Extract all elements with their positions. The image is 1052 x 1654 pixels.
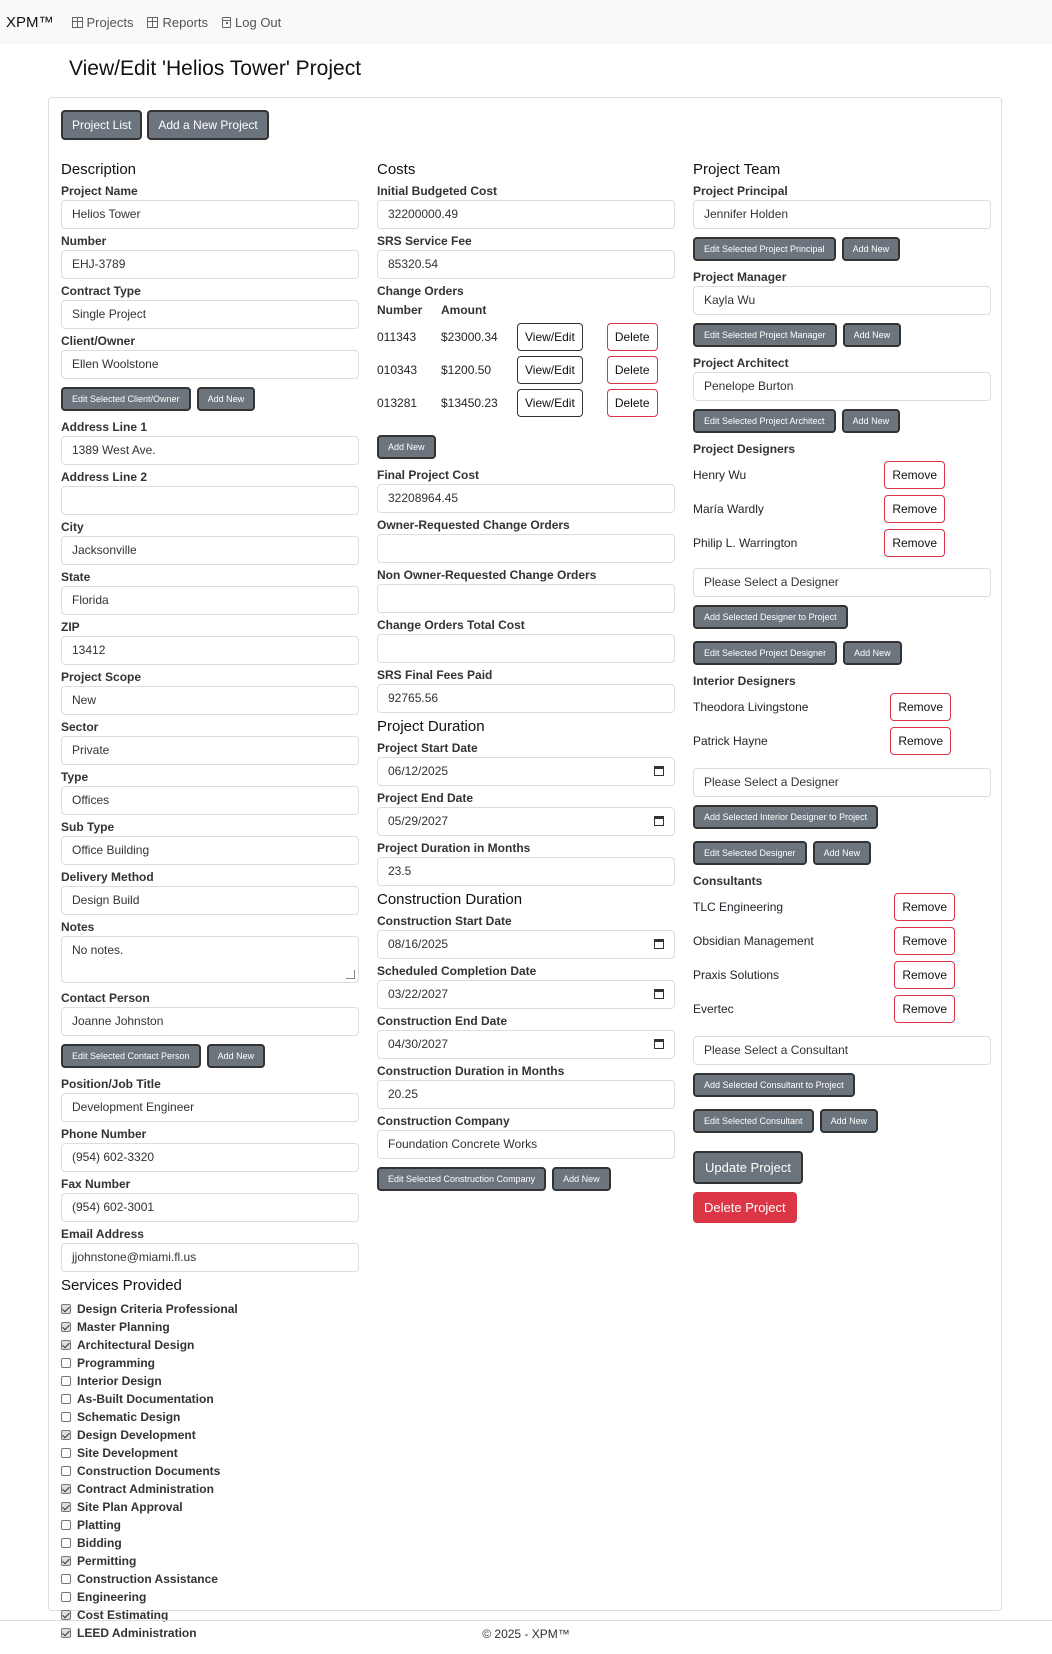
page-title: View/Edit 'Helios Tower' Project xyxy=(69,57,362,80)
fax-input[interactable]: (954) 602-3001 xyxy=(61,1193,359,1222)
change-order-row xyxy=(377,386,675,419)
service-checkbox[interactable] xyxy=(61,1448,71,1458)
service-item[interactable] xyxy=(61,1426,359,1444)
calendar-icon[interactable] xyxy=(654,816,664,826)
add-selected-interior-designer-button[interactable]: Add Selected Interior Designer to Project xyxy=(693,805,878,829)
nav-reports-label: Reports xyxy=(162,14,209,30)
remove-button[interactable]: Remove xyxy=(894,893,955,921)
service-label: Interior Design xyxy=(77,1374,162,1388)
consultants-list xyxy=(693,890,991,1026)
person-name: Philip L. Warrington xyxy=(693,536,798,550)
co-delete-button[interactable]: Delete xyxy=(607,356,658,384)
description-column xyxy=(61,158,359,1642)
person-name: Obsidian Management xyxy=(693,934,814,948)
resize-handle-icon[interactable] xyxy=(346,970,355,979)
phone-label: Phone Number xyxy=(61,1127,147,1141)
project-end-date[interactable] xyxy=(377,807,675,836)
scope-select[interactable]: New xyxy=(61,686,359,715)
service-label: Construction Documents xyxy=(77,1464,221,1478)
edit-designer-button[interactable]: Edit Selected Project Designer xyxy=(693,641,837,665)
service-checkbox[interactable] xyxy=(61,1592,71,1602)
phone-input[interactable]: (954) 602-3320 xyxy=(61,1143,359,1172)
remove-button[interactable]: Remove xyxy=(894,961,955,989)
delete-project-button[interactable]: Delete Project xyxy=(693,1192,797,1223)
add-architect-button[interactable]: Add New xyxy=(842,409,901,433)
add-contact-button[interactable]: Add New xyxy=(207,1044,266,1068)
service-label: Construction Assistance xyxy=(77,1572,218,1586)
interior-designer-select[interactable]: Please Select a Designer xyxy=(693,768,991,797)
service-item[interactable] xyxy=(61,1570,359,1588)
scope-label: Project Scope xyxy=(61,670,142,684)
navbar xyxy=(0,0,1052,44)
co-total-input[interactable] xyxy=(377,634,675,663)
architect-select[interactable]: Penelope Burton xyxy=(693,372,991,401)
service-item[interactable] xyxy=(61,1516,359,1534)
service-label: Design Criteria Professional xyxy=(77,1302,238,1316)
service-label: As-Built Documentation xyxy=(77,1392,214,1406)
address1-label: Address Line 1 xyxy=(61,420,148,434)
construction-end-value: 04/30/2027 xyxy=(388,1037,449,1051)
address2-label: Address Line 2 xyxy=(61,470,148,484)
service-label: Schematic Design xyxy=(77,1410,181,1424)
service-checkbox[interactable] xyxy=(61,1376,71,1386)
email-label: Email Address xyxy=(61,1227,144,1241)
service-item[interactable] xyxy=(61,1390,359,1408)
address1-input[interactable]: 1389 West Ave. xyxy=(61,436,359,465)
change-orders-label: Change Orders xyxy=(377,284,464,298)
project-name-input[interactable]: Helios Tower xyxy=(61,200,359,229)
service-checkbox[interactable] xyxy=(61,1484,71,1494)
email-input[interactable]: jjohnstone@miami.fl.us xyxy=(61,1243,359,1272)
co-number-header: Number xyxy=(377,303,423,317)
service-label: Architectural Design xyxy=(77,1338,195,1352)
service-label: Engineering xyxy=(77,1590,147,1604)
calendar-icon[interactable] xyxy=(654,939,664,949)
service-label: Platting xyxy=(77,1518,121,1532)
remove-button[interactable]: Remove xyxy=(884,495,945,523)
state-label: State xyxy=(61,570,91,584)
add-interior-designer-button[interactable]: Add New xyxy=(813,841,872,865)
nav-projects[interactable] xyxy=(72,15,134,30)
final-cost-label: Final Project Cost xyxy=(377,468,480,482)
sub-type-select[interactable]: Office Building xyxy=(61,836,359,865)
service-checkbox[interactable] xyxy=(61,1322,71,1332)
edit-manager-button[interactable]: Edit Selected Project Manager xyxy=(693,323,837,347)
fax-label: Fax Number xyxy=(61,1177,131,1191)
service-checkbox[interactable] xyxy=(61,1610,71,1620)
person-row xyxy=(693,492,991,526)
co-delete-button[interactable]: Delete xyxy=(607,323,658,351)
service-label: Permitting xyxy=(77,1554,137,1568)
remove-button[interactable]: Remove xyxy=(890,727,951,755)
nav-logout[interactable] xyxy=(222,15,281,30)
designers-list xyxy=(693,458,991,560)
person-name: Praxis Solutions xyxy=(693,968,780,982)
remove-button[interactable]: Remove xyxy=(894,927,955,955)
scheduled-completion-value: 03/22/2027 xyxy=(388,987,449,1001)
nav-projects-label: Projects xyxy=(86,14,134,30)
update-project-button[interactable]: Update Project xyxy=(693,1151,803,1184)
edit-contact-button[interactable]: Edit Selected Contact Person xyxy=(61,1044,201,1068)
project-duration-heading: Project Duration xyxy=(377,718,485,735)
position-label: Position/Job Title xyxy=(61,1077,161,1091)
project-end-label: Project End Date xyxy=(377,791,474,805)
construction-start-label: Construction Start Date xyxy=(377,914,512,928)
service-item[interactable] xyxy=(61,1534,359,1552)
notes-label: Notes xyxy=(61,920,95,934)
delivery-label: Delivery Method xyxy=(61,870,154,884)
architect-label: Project Architect xyxy=(693,356,789,370)
service-item[interactable] xyxy=(61,1336,359,1354)
service-item[interactable] xyxy=(61,1498,359,1516)
table-icon xyxy=(147,17,158,28)
city-label: City xyxy=(61,520,84,534)
initial-cost-label: Initial Budgeted Cost xyxy=(377,184,497,198)
construction-company-select[interactable]: Foundation Concrete Works xyxy=(377,1130,675,1159)
add-principal-button[interactable]: Add New xyxy=(842,237,901,261)
project-name-label: Project Name xyxy=(61,184,138,198)
delivery-select[interactable]: Design Build xyxy=(61,886,359,915)
scheduled-completion-date[interactable] xyxy=(377,980,675,1009)
team-column xyxy=(693,158,991,1230)
project-start-value: 06/12/2025 xyxy=(388,764,449,778)
service-item[interactable] xyxy=(61,1552,359,1570)
consultants-label: Consultants xyxy=(693,874,763,888)
project-end-value: 05/29/2027 xyxy=(388,814,449,828)
lock-icon xyxy=(222,17,231,28)
final-cost-input[interactable]: 32208964.45 xyxy=(377,484,675,513)
table-icon xyxy=(72,17,83,28)
construction-months-label: Construction Duration in Months xyxy=(377,1064,565,1078)
construction-months-input[interactable]: 20.25 xyxy=(377,1080,675,1109)
person-name: Henry Wu xyxy=(693,468,747,482)
service-label: Site Plan Approval xyxy=(77,1500,183,1514)
non-owner-co-label: Non Owner-Requested Change Orders xyxy=(377,568,597,582)
service-item[interactable] xyxy=(61,1480,359,1498)
contract-type-label: Contract Type xyxy=(61,284,141,298)
nav-logout-label: Log Out xyxy=(235,14,282,30)
service-checkbox[interactable] xyxy=(61,1304,71,1314)
nav-reports[interactable] xyxy=(147,15,208,30)
remove-button[interactable]: Remove xyxy=(894,995,955,1023)
service-checkbox[interactable] xyxy=(61,1412,71,1422)
add-consultant-button[interactable]: Add New xyxy=(820,1109,879,1133)
co-delete-button[interactable]: Delete xyxy=(607,389,658,417)
project-months-input[interactable]: 23.5 xyxy=(377,857,675,886)
contact-label: Contact Person xyxy=(61,991,150,1005)
service-checkbox[interactable] xyxy=(61,1574,71,1584)
service-checkbox[interactable] xyxy=(61,1520,71,1530)
scheduled-completion-label: Scheduled Completion Date xyxy=(377,964,537,978)
person-name: Evertec xyxy=(693,1002,734,1016)
service-checkbox[interactable] xyxy=(61,1466,71,1476)
service-checkbox[interactable] xyxy=(61,1538,71,1548)
service-label: Bidding xyxy=(77,1536,122,1550)
service-item[interactable] xyxy=(61,1318,359,1336)
designer-select[interactable]: Please Select a Designer xyxy=(693,568,991,597)
notes-text: No notes. xyxy=(72,943,124,957)
edit-construction-company-button[interactable]: Edit Selected Construction Company xyxy=(377,1167,546,1191)
calendar-icon[interactable] xyxy=(654,1039,664,1049)
costs-heading: Costs xyxy=(377,161,416,178)
sector-label: Sector xyxy=(61,720,99,734)
consultant-select[interactable]: Please Select a Consultant xyxy=(693,1036,991,1065)
designers-label: Project Designers xyxy=(693,442,796,456)
edit-architect-button[interactable]: Edit Selected Project Architect xyxy=(693,409,836,433)
principal-select[interactable]: Jennifer Holden xyxy=(693,200,991,229)
address2-input[interactable] xyxy=(61,486,359,515)
co-amount: $13450.23 xyxy=(441,395,498,410)
remove-button[interactable]: Remove xyxy=(884,529,945,557)
non-owner-co-input[interactable] xyxy=(377,584,675,613)
number-input[interactable]: EHJ-3789 xyxy=(61,250,359,279)
sub-type-label: Sub Type xyxy=(61,820,115,834)
service-item[interactable] xyxy=(61,1408,359,1426)
construction-company-label: Construction Company xyxy=(377,1114,510,1128)
type-select[interactable]: Offices xyxy=(61,786,359,815)
service-item[interactable] xyxy=(61,1462,359,1480)
co-view-edit-button[interactable]: View/Edit xyxy=(517,356,583,384)
service-checkbox[interactable] xyxy=(61,1340,71,1350)
remove-button[interactable]: Remove xyxy=(890,693,951,721)
services-list xyxy=(61,1300,359,1642)
edit-client-button[interactable]: Edit Selected Client/Owner xyxy=(61,387,191,411)
person-row xyxy=(693,526,991,560)
srs-final-input[interactable]: 92765.56 xyxy=(377,684,675,713)
type-label: Type xyxy=(61,770,89,784)
add-selected-consultant-button[interactable]: Add Selected Consultant to Project xyxy=(693,1073,855,1097)
remove-button[interactable]: Remove xyxy=(884,461,945,489)
service-checkbox[interactable] xyxy=(61,1394,71,1404)
notes-textarea[interactable] xyxy=(61,936,359,983)
edit-interior-designer-button[interactable]: Edit Selected Designer xyxy=(693,841,807,865)
person-name: Theodora Livingstone xyxy=(693,700,809,714)
co-total-label: Change Orders Total Cost xyxy=(377,618,525,632)
change-orders-header xyxy=(377,300,675,320)
add-selected-designer-button[interactable]: Add Selected Designer to Project xyxy=(693,605,848,629)
co-amount-header: Amount xyxy=(441,303,487,317)
person-row xyxy=(693,724,991,758)
client-owner-select[interactable]: Ellen Woolstone xyxy=(61,350,359,379)
state-input[interactable]: Florida xyxy=(61,586,359,615)
service-label: Programming xyxy=(77,1356,156,1370)
construction-end-label: Construction End Date xyxy=(377,1014,508,1028)
number-label: Number xyxy=(61,234,107,248)
add-manager-button[interactable]: Add New xyxy=(843,323,902,347)
service-checkbox[interactable] xyxy=(61,1556,71,1566)
person-row xyxy=(693,890,991,924)
change-order-row xyxy=(377,320,675,353)
co-view-edit-button[interactable]: View/Edit xyxy=(517,389,583,417)
interior-label: Interior Designers xyxy=(693,674,796,688)
add-new-project-button[interactable]: Add a New Project xyxy=(147,110,268,140)
manager-label: Project Manager xyxy=(693,270,787,284)
service-item[interactable] xyxy=(61,1588,359,1606)
person-name: María Wardly xyxy=(693,502,764,516)
person-name: Patrick Hayne xyxy=(693,734,768,748)
contact-select[interactable]: Joanne Johnston xyxy=(61,1007,359,1036)
add-change-order-button[interactable]: Add New xyxy=(377,435,436,459)
edit-principal-button[interactable]: Edit Selected Project Principal xyxy=(693,237,836,261)
service-label: Design Development xyxy=(77,1428,196,1442)
service-item[interactable] xyxy=(61,1354,359,1372)
contract-type-input[interactable]: Single Project xyxy=(61,300,359,329)
service-checkbox[interactable] xyxy=(61,1430,71,1440)
co-amount: $23000.34 xyxy=(441,329,498,344)
person-row xyxy=(693,924,991,958)
service-label: Cost Estimating xyxy=(77,1608,169,1622)
service-label: Master Planning xyxy=(77,1320,170,1334)
co-number: 013281 xyxy=(377,395,418,410)
service-checkbox[interactable] xyxy=(61,1502,71,1512)
city-input[interactable]: Jacksonville xyxy=(61,536,359,565)
add-construction-company-button[interactable]: Add New xyxy=(552,1167,611,1191)
service-item[interactable] xyxy=(61,1372,359,1390)
person-name: TLC Engineering xyxy=(693,900,784,914)
construction-end-date[interactable] xyxy=(377,1030,675,1059)
edit-consultant-button[interactable]: Edit Selected Consultant xyxy=(693,1109,814,1133)
owner-co-input[interactable] xyxy=(377,534,675,563)
co-number: 010343 xyxy=(377,362,418,377)
change-orders-list xyxy=(377,320,675,419)
person-row xyxy=(693,958,991,992)
project-list-button[interactable]: Project List xyxy=(61,110,142,140)
team-heading: Project Team xyxy=(693,161,781,178)
person-row xyxy=(693,992,991,1026)
zip-label: ZIP xyxy=(61,620,80,634)
construction-duration-heading: Construction Duration xyxy=(377,891,523,908)
project-months-label: Project Duration in Months xyxy=(377,841,531,855)
sector-select[interactable]: Private xyxy=(61,736,359,765)
person-row xyxy=(693,458,991,492)
person-row xyxy=(693,690,991,724)
service-label: Site Development xyxy=(77,1446,178,1460)
add-designer-button[interactable]: Add New xyxy=(843,641,902,665)
service-item[interactable] xyxy=(61,1444,359,1462)
service-checkbox[interactable] xyxy=(61,1358,71,1368)
footer: © 2025 - XPM™ xyxy=(0,1620,1052,1641)
owner-co-label: Owner-Requested Change Orders xyxy=(377,518,570,532)
client-owner-label: Client/Owner xyxy=(61,334,136,348)
service-label: Contract Administration xyxy=(77,1482,214,1496)
principal-label: Project Principal xyxy=(693,184,788,198)
construction-start-date[interactable] xyxy=(377,930,675,959)
manager-select[interactable]: Kayla Wu xyxy=(693,286,991,315)
change-order-row xyxy=(377,353,675,386)
add-client-button[interactable]: Add New xyxy=(197,387,256,411)
calendar-icon[interactable] xyxy=(654,766,664,776)
zip-input[interactable]: 13412 xyxy=(61,636,359,665)
srs-fee-input[interactable]: 85320.54 xyxy=(377,250,675,279)
project-start-label: Project Start Date xyxy=(377,741,478,755)
srs-fee-label: SRS Service Fee xyxy=(377,234,472,248)
service-label: LEED Administration xyxy=(77,1626,197,1640)
costs-column xyxy=(377,158,675,1198)
project-start-date[interactable] xyxy=(377,757,675,786)
co-amount: $1200.50 xyxy=(441,362,492,377)
description-heading: Description xyxy=(61,161,137,178)
srs-final-label: SRS Final Fees Paid xyxy=(377,668,493,682)
construction-start-value: 08/16/2025 xyxy=(388,937,449,951)
initial-cost-input[interactable]: 32200000.49 xyxy=(377,200,675,229)
co-view-edit-button[interactable]: View/Edit xyxy=(517,323,583,351)
services-heading: Services Provided xyxy=(61,1277,182,1294)
calendar-icon[interactable] xyxy=(654,989,664,999)
co-number: 011343 xyxy=(377,329,417,344)
service-item[interactable] xyxy=(61,1300,359,1318)
interior-designers-list xyxy=(693,690,991,758)
brand-logo[interactable]: XPM™ xyxy=(6,13,54,31)
position-input[interactable]: Development Engineer xyxy=(61,1093,359,1122)
